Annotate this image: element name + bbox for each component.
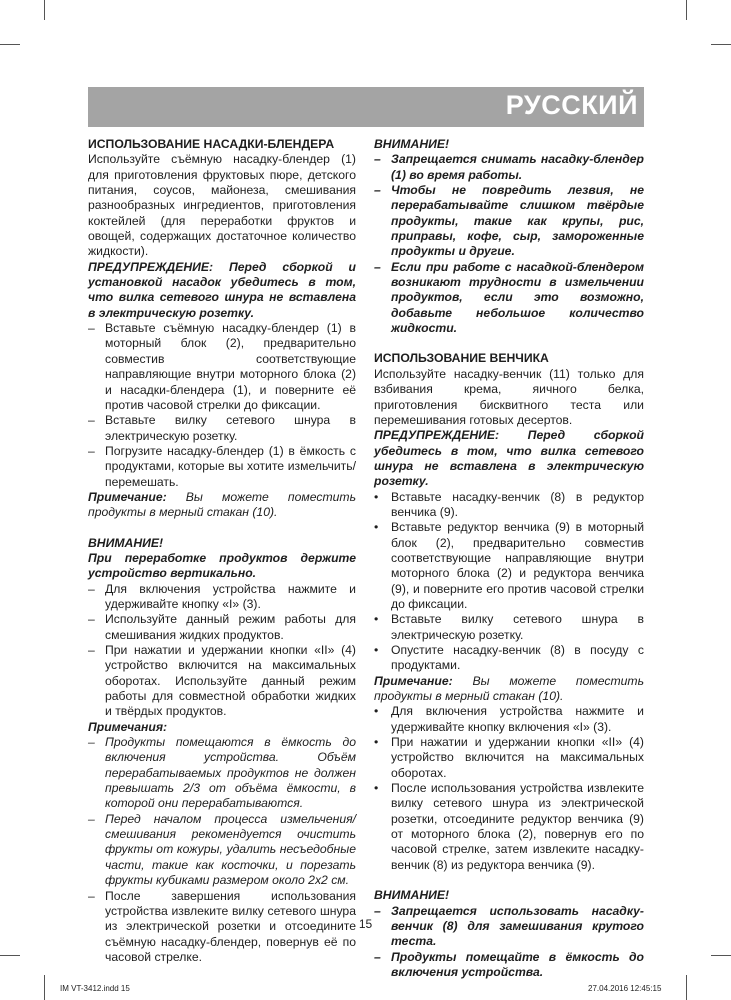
list-item bbox=[88, 582, 356, 613]
crop-mark bbox=[686, 0, 687, 20]
list-item-text: После завершения использования устройства извлеките вилку сетевого шнура из электрической розетки и отсоедините съёмную насадку-блендер, повернув её по часовой стрелке. bbox=[105, 888, 356, 964]
note-text: Вы можете поместить продукты в мерный стакан (10). bbox=[88, 489, 356, 520]
crop-mark bbox=[44, 975, 45, 1000]
list-item bbox=[374, 950, 644, 981]
warning-text: Примечания: bbox=[88, 719, 168, 734]
list-item-text: Вставьте съёмную насадку-блендер (1) в моторный блок (2), предварительно совместив соответствующие направляющие внутри моторного блока (2) и насадки-блендера (1), и поверните её против часовой стрелки до фиксации. bbox=[105, 321, 356, 412]
list-item-text: Вставьте редуктор венчика (9) в моторный блок (2), предварительно совместив соответствующие направляющие внутри моторного блока (2) и редуктора венчика (9), и поверните его против часовой стрелки до фиксации. bbox=[391, 520, 644, 611]
list-item-text: Опустите насадку-венчик (8) в посуду с продуктами. bbox=[391, 643, 644, 673]
list-marker: • bbox=[374, 489, 379, 504]
crop-mark bbox=[686, 975, 687, 1000]
list-marker: – bbox=[374, 903, 381, 918]
crop-mark bbox=[0, 44, 20, 45]
list-item bbox=[374, 704, 644, 735]
crop-mark bbox=[711, 44, 731, 45]
warning-text: ПРЕДУПРЕЖДЕНИЕ: Перед сборкой и установкой насадок убедитесь в том, что вилка сетевого шнура не вставлена в электрическую розетку. bbox=[88, 259, 356, 320]
list-item bbox=[88, 643, 356, 720]
list-item bbox=[374, 735, 644, 781]
list-marker: – bbox=[88, 888, 95, 903]
list-marker: – bbox=[88, 413, 95, 428]
language-banner bbox=[88, 87, 644, 127]
list-marker: • bbox=[374, 735, 379, 750]
warning-text: ВНИМАНИЕ! bbox=[374, 137, 450, 151]
page-number: 15 bbox=[358, 917, 373, 931]
list-item bbox=[88, 321, 356, 413]
section-heading: ИСПОЛЬЗОВАНИЕ НАСАДКИ-БЛЕНДЕРА bbox=[88, 137, 335, 151]
list-item bbox=[374, 643, 644, 674]
warning-text: При переработке продуктов держите устройство вертикально. bbox=[88, 550, 356, 581]
list-item-text: Вставьте насадку-венчик (8) в редуктор венчика (9). bbox=[391, 489, 644, 519]
warning-text: ВНИМАНИЕ! bbox=[88, 535, 164, 550]
list-item bbox=[88, 413, 356, 444]
list-marker: • bbox=[374, 643, 379, 657]
right-column bbox=[374, 137, 644, 980]
note-text: Вы можете поместить продукты в мерный стакан (10). bbox=[374, 673, 644, 704]
footer-file: IM VT-3412.indd 15 bbox=[60, 984, 130, 993]
list-marker: – bbox=[88, 321, 95, 336]
list-item-text: Запрещается снимать насадку-блендер (1) во время работы. bbox=[391, 152, 644, 182]
spacer bbox=[374, 873, 644, 888]
list-item bbox=[374, 183, 644, 260]
list-item-text: Продукты помещаются в ёмкость до включения устройства. Объём перерабатываемых продуктов не должен превышать 2/3 от объёма ёмкости, в которой они перерабатываются. bbox=[105, 735, 356, 811]
list-item bbox=[374, 152, 644, 183]
list-item bbox=[374, 612, 644, 643]
paragraph: Используйте съёмную насадку-блендер (1) для приготовления фруктовых пюре, детского питания, соусов, майонеза, смешивания разнообразных ингредиентов, приготовления коктейлей (для переработки фруктов и овощей, содержащих достаточное количество жидкости). bbox=[88, 152, 356, 259]
list-marker: – bbox=[374, 152, 381, 167]
list-marker: – bbox=[88, 612, 95, 627]
spacer bbox=[374, 336, 644, 351]
list-item-text: При нажатии и удержании кнопки «II» (4) устройство включится на максимальных оборотах. Используйте данный режим работы для совместной обработки жидких и твёрдых продуктов. bbox=[105, 643, 356, 719]
list-item bbox=[88, 735, 356, 812]
list-item-text: Вставьте вилку сетевого шнура в электрическую розетку. bbox=[105, 413, 356, 443]
list-marker: – bbox=[88, 443, 95, 458]
list-item bbox=[88, 612, 356, 643]
language-title: РУССКИЙ bbox=[505, 90, 638, 120]
note-paragraph bbox=[88, 490, 356, 521]
list-item-text: Погрузите насадку-блендер (1) в ёмкость с продуктами, которые вы хотите измельчить/перемешать. bbox=[105, 443, 356, 489]
list-marker: • bbox=[374, 520, 379, 535]
list-item-text: Для включения устройства нажмите и удерживайте кнопку включения «I» (3). bbox=[391, 704, 644, 734]
spacer bbox=[88, 521, 356, 536]
section-heading: ИСПОЛЬЗОВАНИЕ ВЕНЧИКА bbox=[374, 351, 549, 366]
list-marker: – bbox=[374, 949, 381, 964]
list-item bbox=[374, 781, 644, 873]
list-item-text: Чтобы не повредить лезвия, не перерабатывайте слишком твёрдые продукты, такие как крупы, рис, приправы, кофе, сыр, замороженные продукты и другие. bbox=[391, 183, 644, 259]
list-item bbox=[88, 812, 356, 889]
list-marker: – bbox=[374, 259, 381, 274]
list-marker: – bbox=[88, 581, 95, 596]
note-label: Примечание: bbox=[374, 673, 453, 688]
list-item bbox=[374, 520, 644, 612]
list-item-text: Для включения устройства нажмите и удерживайте кнопку «I» (3). bbox=[105, 581, 356, 611]
list-item-text: Если при работе с насадкой-блендером возникают трудности в измельчении продуктов, если это возможно, добавьте небольшое количество жидкости. bbox=[391, 259, 644, 336]
list-item-text: Запрещается использовать насадку-венчик (8) для замешивания крутого теста. bbox=[391, 903, 644, 949]
list-marker: – bbox=[374, 183, 381, 198]
crop-mark bbox=[44, 0, 45, 20]
footer-timestamp: 27.04.2016 12:45:15 bbox=[588, 984, 662, 993]
list-item bbox=[88, 444, 356, 490]
list-marker: – bbox=[88, 643, 95, 657]
left-column bbox=[88, 137, 356, 965]
crop-mark bbox=[711, 955, 731, 956]
list-marker: • bbox=[374, 704, 379, 719]
list-item bbox=[374, 260, 644, 337]
crop-mark bbox=[0, 955, 20, 956]
list-item-text: Вставьте вилку сетевого шнура в электрическую розетку. bbox=[391, 612, 644, 642]
list-marker: – bbox=[88, 735, 95, 750]
warning-text: ПРЕДУПРЕЖДЕНИЕ: Перед сборкой убедитесь в том, что вилка сетевого шнура не вставлена в электрическую розетку. bbox=[374, 428, 644, 489]
list-item-text: После использования устройства извлеките вилку сетевого шнура из электрической розетки, отсоедините редуктор венчика (9) от моторного блока (2), повернув его по часовой стрелке, затем извлеките насадку-венчик (8) из редуктора венчика (9). bbox=[391, 781, 644, 872]
list-item-text: Продукты помещайте в ёмкость до включения устройства. bbox=[391, 949, 644, 979]
list-marker: • bbox=[374, 612, 379, 627]
list-item-text: При нажатии и удержании кнопки «II» (4) устройство включится на максимальных оборотах. bbox=[391, 735, 644, 780]
note-label: Примечание: bbox=[88, 489, 167, 504]
warning-text: ВНИМАНИЕ! bbox=[374, 888, 450, 903]
paragraph: Используйте насадку-венчик (11) только для взбивания крема, яичного белка, приготовления бисквитного теста или перемешивания готовых десертов. bbox=[374, 366, 644, 427]
list-item-text: Перед началом процесса измельчения/смешивания рекомендуется очистить фрукты от кожуры, удалить несъедобные части, такие как косточки, и порезать фрукты кубиками размером около 2х2 см. bbox=[105, 811, 356, 888]
list-marker: • bbox=[374, 781, 379, 796]
list-item bbox=[374, 490, 644, 521]
list-marker: – bbox=[88, 811, 95, 826]
list-item-text: Используйте данный режим работы для смешивания жидких продуктов. bbox=[105, 612, 356, 642]
note-paragraph bbox=[374, 674, 644, 705]
